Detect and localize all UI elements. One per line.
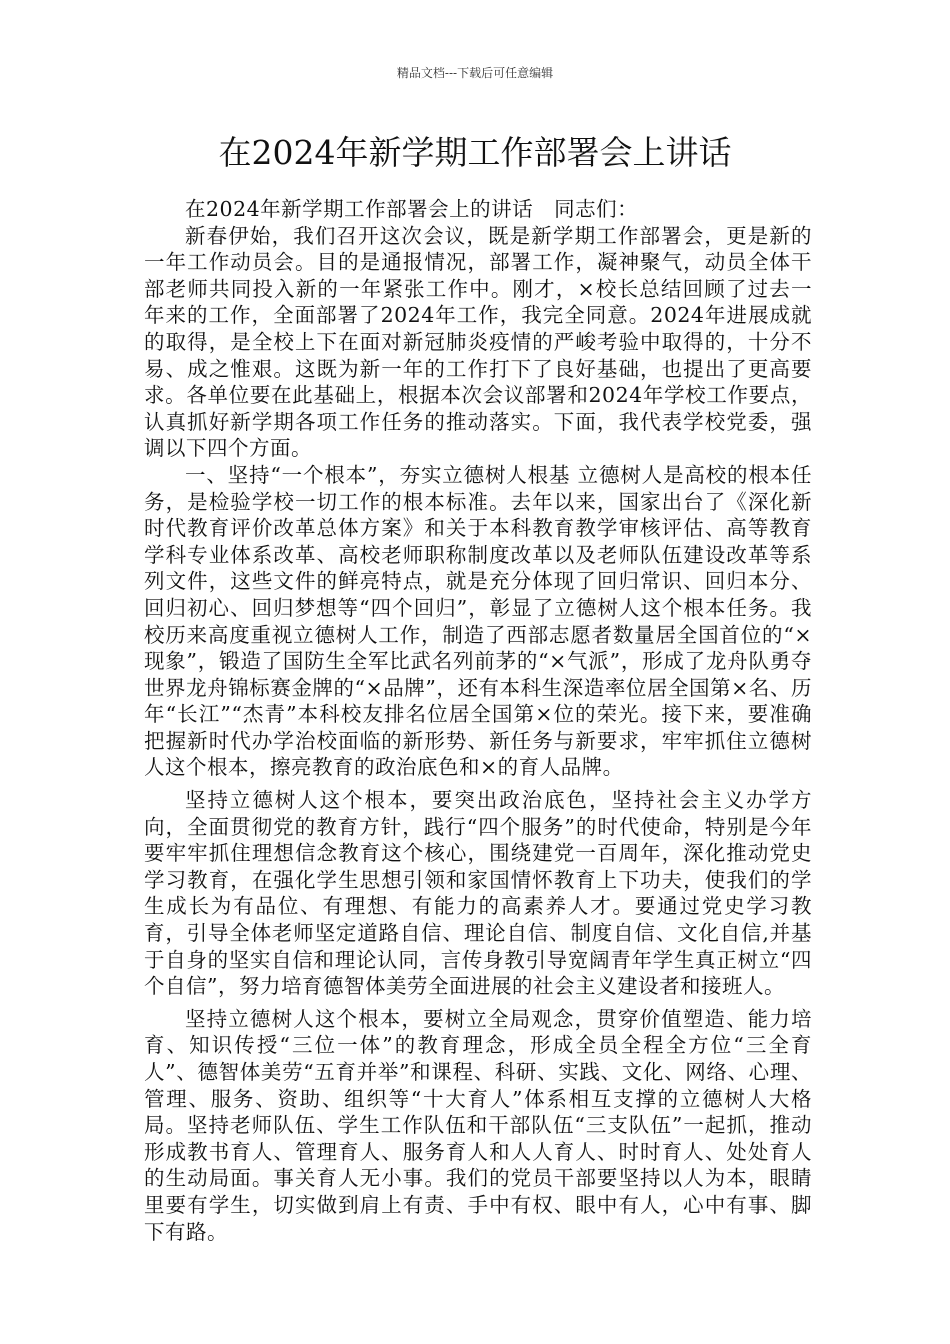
paragraph-intro: 新春伊始，我们召开这次会议，既是新学期工作部署会，更是新的一年工作动员会。目的是通报情况，部署工作，凝神聚气，动员全体干部老师共同投入新的一年紧张工作中。刚才，×校长总结回顾了过去一年来的工作，全面部署了2024年工作，我完全同意。2024年进展成就的取得，是全校上下在面对新冠肺炎疫情的严峻考验中取得的，十分不易、成之惟艰。这既为新一年的工作打下了良好基础，也提出了更高要求。各单位要在此基础上，根据本次会议部署和2024年学校工作要点，认真抓好新学期各项工作任务的推动落实。下面，我代表学校党委，强调以下四个方面。 (144, 223, 812, 461)
document-title: 在2024年新学期工作部署会上讲话 (218, 133, 732, 172)
paragraph-section-one: 一、坚持“一个根本”，夯实立德树人根基 立德树人是高校的根本任务，是检验学校一切工作的根本标准。去年以来，国家出台了《深化新时代教育评价改革总体方案》和关于本科教育教学审核评估、高等教育学科专业体系改革、高校老师职称制度改革以及老师队伍建设改革等系列文件，这些文件的鲜亮特点，就是充分体现了回归常识、回归本分、回归初心、回归梦想等“四个回归”，彰显了立德树人这个根本任务。我校历来高度重视立德树人工作，制造了西部志愿者数量居全国首位的“×现象”，锻造了国防生全军比武名列前茅的“×气派”，形成了龙舟队勇夺世界龙舟锦标赛金牌的“×品牌”，还有本科生深造率位居全国第×名、历年“长江”“杰青”本科校友排名位居全国第×位的荣光。接下来，要准确把握新时代办学治校面临的新形势、新任务与新要求，牢牢抓住立德树人这个根本，擦亮教育的政治底色和×的育人品牌。 (144, 462, 812, 780)
header-note: 精品文档---下载后可任意编辑 (396, 66, 554, 80)
paragraph-political-direction: 坚持立德树人这个根本，要突出政治底色，坚持社会主义办学方向，全面贯彻党的教育方针，践行“四个服务”的时代使命，特别是今年要牢牢抓住理想信念教育这个核心，围绕建党一百周年，深化推动党史学习教育，在强化学生思想引领和家国情怀教育上下功夫，使我们的学生成长为有品位、有理想、有能力的高素养人才。要通过党史学习教育，引导全体老师坚定道路自信、理论自信、制度自信、文化自信,并基于自身的坚实自信和理论认同，言传身教引导宽阔青年学生真正树立“四个自信”，努力培育德智体美劳全面进展的社会主义建设者和接班人。 (144, 788, 812, 999)
document-body (144, 196, 812, 1245)
paragraph-greeting: 在2024年新学期工作部署会上的讲话 同志们： (185, 197, 639, 221)
paragraph-overall-view: 坚持立德树人这个根本，要树立全局观念，贯穿价值塑造、能力培育、知识传授“三位一体”的教育理念，形成全员全程全方位“三全育人”、德智体美劳“五育并举”和课程、科研、实践、文化、网络、心理、管理、服务、资助、组织等“十大育人”体系相互支撑的立德树人大格局。坚持老师队伍、学生工作队伍和干部队伍“三支队伍”一起抓，推动形成教书育人、管理育人、服务育人和人人育人、时时育人、处处育人的生动局面。事关育人无小事。我们的党员干部要坚持以人为本，眼睛里要有学生，切实做到肩上有责、手中有权、眼中有人，心中有事、脚下有路。 (144, 1006, 812, 1244)
